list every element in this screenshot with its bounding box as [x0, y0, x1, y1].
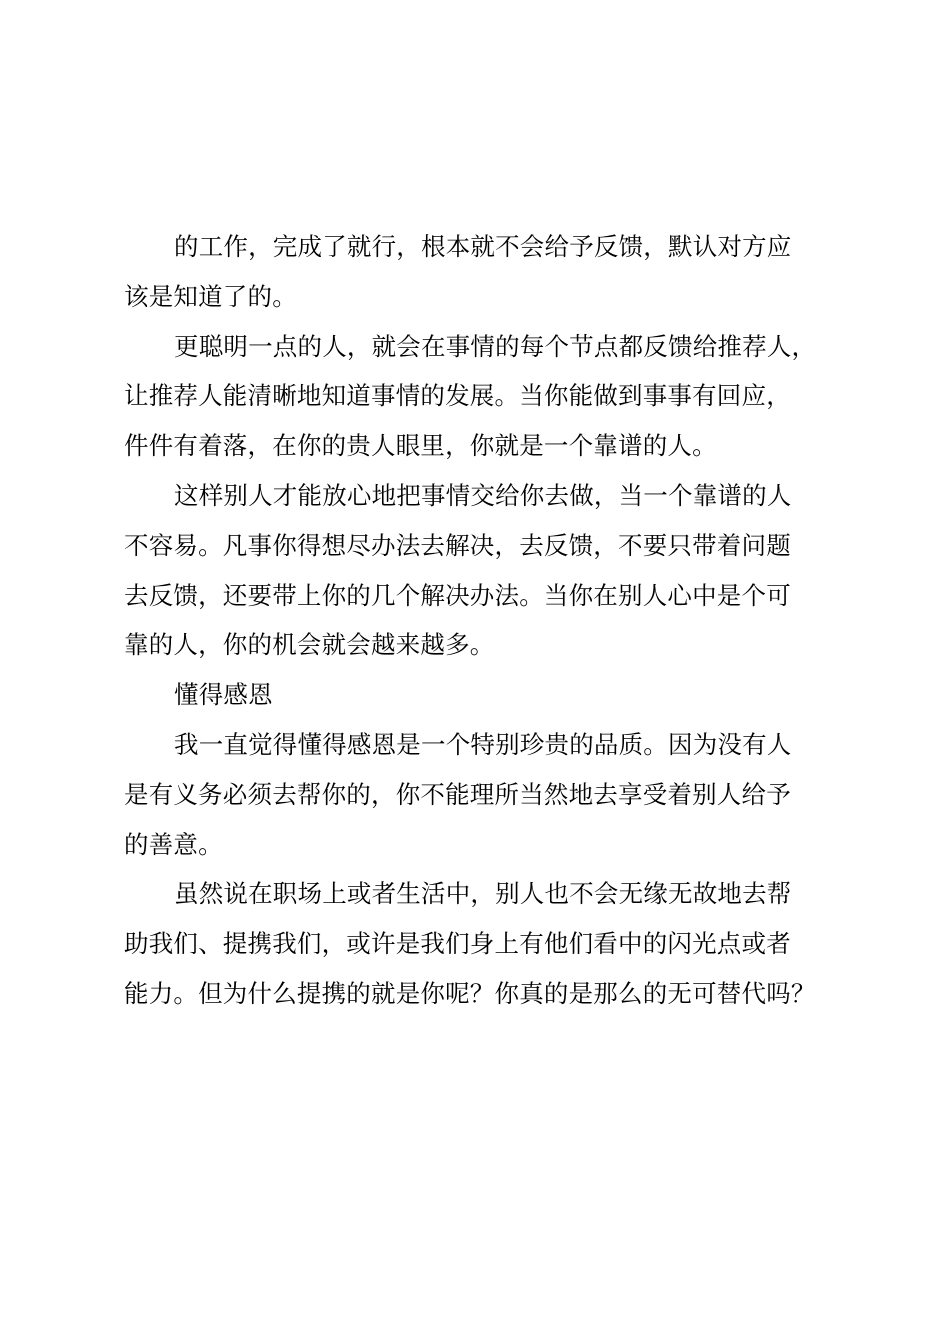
paragraph-gratitude-quality	[124, 720, 836, 869]
document-body	[124, 222, 836, 1019]
text-line: 的善意。	[124, 829, 223, 859]
text-line: 是有义务必须去帮你的，你不能理所当然地去享受着别人给予	[124, 779, 791, 809]
paragraph-reliable-person	[124, 471, 836, 670]
text-line: 更聪明一点的人，就会在事情的每个节点都反馈给推荐人，	[174, 331, 817, 361]
text-line: 靠的人，你的机会就会越来越多。	[124, 630, 495, 660]
text-line: 虽然说在职场上或者生活中，别人也不会无缘无故地去帮	[174, 879, 792, 909]
section-heading-gratitude	[124, 670, 836, 720]
text-line: 让推荐人能清晰地知道事情的发展。当你能做到事事有回应，	[124, 381, 791, 411]
text-line: 的工作，完成了就行，根本就不会给予反馈，默认对方应	[174, 232, 792, 261]
paragraph-irreplaceable	[124, 869, 836, 1018]
text-line: 不容易。凡事你得想尽办法去解决，去反馈，不要只带着问题	[124, 530, 791, 560]
text-line: 能力。但为什么提携的就是你呢？你真的是那么的无可替代吗？	[124, 978, 816, 1008]
text-line: 去反馈，还要带上你的几个解决办法。当你在别人心中是个可	[124, 580, 791, 610]
text-line: 件件有着落，在你的贵人眼里，你就是一个靠谱的人。	[124, 431, 717, 461]
paragraph-feedback-default	[124, 222, 836, 322]
section-heading: 懂得感恩	[174, 680, 273, 710]
text-line: 我一直觉得懂得感恩是一个特别珍贵的品质。因为没有人	[174, 729, 792, 759]
paragraph-smarter-feedback	[124, 322, 836, 471]
text-line: 这样别人才能放心地把事情交给你去做，当一个靠谱的人	[174, 480, 792, 510]
text-line: 助我们、提携我们，或许是我们身上有他们看中的闪光点或者	[124, 929, 791, 959]
text-line: 该是知道了的。	[124, 281, 297, 311]
